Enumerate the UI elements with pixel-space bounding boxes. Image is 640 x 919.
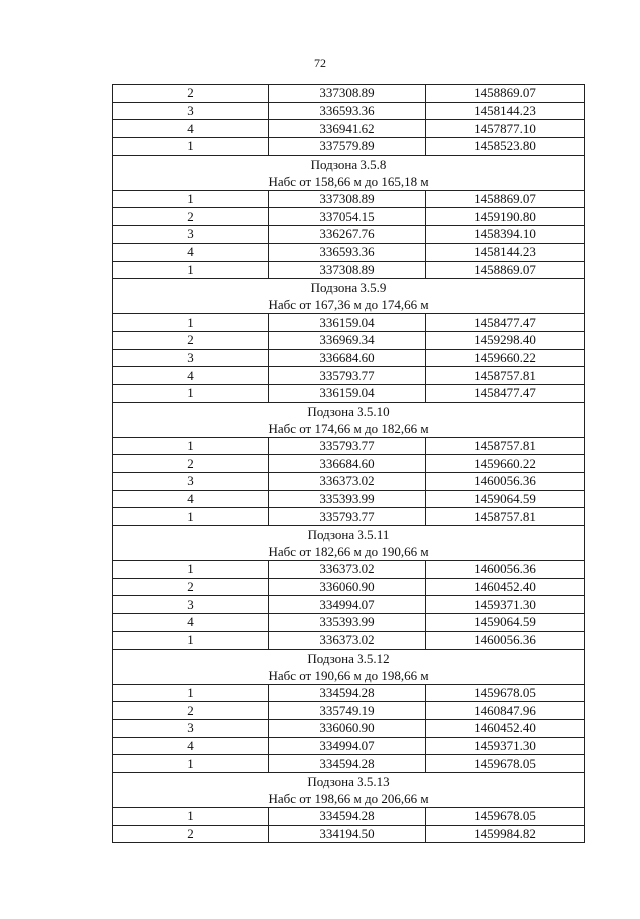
subzone-height-range: Набс от 167,36 м до 174,66 м [268, 297, 429, 313]
table-row [113, 243, 585, 261]
y-coordinate-cell: 1460056.36 [426, 631, 585, 649]
y-coordinate-cell: 1459984.82 [426, 825, 585, 843]
subzone-header-cell [113, 155, 585, 190]
subzone-title: Подзона 3.5.10 [307, 403, 390, 419]
point-number-cell: 2 [113, 208, 269, 226]
y-coordinate-cell: 1458477.47 [426, 314, 585, 332]
subzone-title: Подзона 3.5.13 [307, 773, 390, 789]
x-coordinate-cell: 336373.02 [269, 631, 426, 649]
x-coordinate-cell: 336969.34 [269, 331, 426, 349]
x-coordinate-cell: 334994.07 [269, 737, 426, 755]
point-number-cell: 4 [113, 614, 269, 632]
y-coordinate-cell: 1460452.40 [426, 578, 585, 596]
table-row [113, 508, 585, 526]
point-number-cell: 4 [113, 243, 269, 261]
y-coordinate-cell: 1460452.40 [426, 719, 585, 737]
y-coordinate-cell: 1458869.07 [426, 190, 585, 208]
y-coordinate-cell: 1457877.10 [426, 120, 585, 138]
y-coordinate-cell: 1460056.36 [426, 473, 585, 491]
table-row [113, 702, 585, 720]
point-number-cell: 4 [113, 737, 269, 755]
point-number-cell: 2 [113, 331, 269, 349]
point-number-cell: 2 [113, 578, 269, 596]
table-row [113, 631, 585, 649]
coordinates-table [112, 84, 585, 843]
x-coordinate-cell: 336593.36 [269, 102, 426, 120]
y-coordinate-cell: 1459678.05 [426, 684, 585, 702]
x-coordinate-cell: 336941.62 [269, 120, 426, 138]
table-row [113, 807, 585, 825]
point-number-cell: 1 [113, 631, 269, 649]
x-coordinate-cell: 334194.50 [269, 825, 426, 843]
page-number: 72 [314, 56, 326, 70]
x-coordinate-cell: 337054.15 [269, 208, 426, 226]
subzone-header-row [113, 155, 585, 190]
subzone-header-row [113, 649, 585, 684]
table-row [113, 737, 585, 755]
x-coordinate-cell: 335793.77 [269, 437, 426, 455]
point-number-cell: 1 [113, 190, 269, 208]
y-coordinate-cell: 1459190.80 [426, 208, 585, 226]
table-row [113, 226, 585, 244]
table-row [113, 561, 585, 579]
table-row [113, 208, 585, 226]
point-number-cell: 1 [113, 384, 269, 402]
table-row [113, 261, 585, 279]
y-coordinate-cell: 1459064.59 [426, 490, 585, 508]
x-coordinate-cell: 336684.60 [269, 455, 426, 473]
y-coordinate-cell: 1458869.07 [426, 261, 585, 279]
x-coordinate-cell: 335393.99 [269, 614, 426, 632]
point-number-cell: 3 [113, 226, 269, 244]
point-number-cell: 2 [113, 455, 269, 473]
point-number-cell: 1 [113, 138, 269, 156]
y-coordinate-cell: 1458757.81 [426, 437, 585, 455]
subzone-height-range: Набс от 190,66 м до 198,66 м [268, 667, 429, 683]
table-row [113, 367, 585, 385]
x-coordinate-cell: 336159.04 [269, 314, 426, 332]
y-coordinate-cell: 1460056.36 [426, 561, 585, 579]
point-number-cell: 1 [113, 261, 269, 279]
subzone-header-row [113, 402, 585, 437]
point-number-cell: 3 [113, 473, 269, 491]
subzone-header-row [113, 772, 585, 807]
point-number-cell: 2 [113, 702, 269, 720]
subzone-height-range: Набс от 198,66 м до 206,66 м [268, 790, 429, 806]
subzone-title: Подзона 3.5.8 [310, 156, 387, 172]
y-coordinate-cell: 1458869.07 [426, 85, 585, 103]
table-row [113, 437, 585, 455]
table-row [113, 102, 585, 120]
x-coordinate-cell: 334594.28 [269, 807, 426, 825]
point-number-cell: 3 [113, 596, 269, 614]
point-number-cell: 3 [113, 719, 269, 737]
y-coordinate-cell: 1459678.05 [426, 755, 585, 773]
x-coordinate-cell: 337308.89 [269, 85, 426, 103]
x-coordinate-cell: 336159.04 [269, 384, 426, 402]
coordinates-table-body [113, 85, 585, 843]
point-number-cell: 3 [113, 102, 269, 120]
y-coordinate-cell: 1458144.23 [426, 243, 585, 261]
x-coordinate-cell: 337579.89 [269, 138, 426, 156]
point-number-cell: 4 [113, 120, 269, 138]
point-number-cell: 4 [113, 367, 269, 385]
x-coordinate-cell: 336373.02 [269, 561, 426, 579]
x-coordinate-cell: 335393.99 [269, 490, 426, 508]
subzone-header-cell [113, 649, 585, 684]
y-coordinate-cell: 1459371.30 [426, 596, 585, 614]
point-number-cell: 1 [113, 684, 269, 702]
subzone-header-cell [113, 772, 585, 807]
table-row [113, 596, 585, 614]
x-coordinate-cell: 335793.77 [269, 508, 426, 526]
x-coordinate-cell: 334594.28 [269, 755, 426, 773]
y-coordinate-cell: 1460847.96 [426, 702, 585, 720]
table-row [113, 314, 585, 332]
x-coordinate-cell: 334994.07 [269, 596, 426, 614]
y-coordinate-cell: 1458394.10 [426, 226, 585, 244]
y-coordinate-cell: 1459064.59 [426, 614, 585, 632]
table-row [113, 684, 585, 702]
x-coordinate-cell: 336373.02 [269, 473, 426, 491]
table-row [113, 825, 585, 843]
subzone-header-cell [113, 402, 585, 437]
table-row [113, 331, 585, 349]
subzone-height-range: Набс от 158,66 м до 165,18 м [268, 173, 429, 189]
point-number-cell: 1 [113, 561, 269, 579]
y-coordinate-cell: 1459298.40 [426, 331, 585, 349]
y-coordinate-cell: 1459660.22 [426, 455, 585, 473]
table-row [113, 614, 585, 632]
x-coordinate-cell: 335749.19 [269, 702, 426, 720]
point-number-cell: 2 [113, 825, 269, 843]
y-coordinate-cell: 1458477.47 [426, 384, 585, 402]
y-coordinate-cell: 1459660.22 [426, 349, 585, 367]
table-row [113, 138, 585, 156]
x-coordinate-cell: 336060.90 [269, 578, 426, 596]
table-row [113, 384, 585, 402]
subzone-height-range: Набс от 174,66 м до 182,66 м [268, 420, 429, 436]
table-row [113, 190, 585, 208]
point-number-cell: 2 [113, 85, 269, 103]
table-row [113, 473, 585, 491]
point-number-cell: 4 [113, 490, 269, 508]
table-row [113, 490, 585, 508]
table-row [113, 455, 585, 473]
x-coordinate-cell: 336684.60 [269, 349, 426, 367]
table-row [113, 85, 585, 103]
point-number-cell: 3 [113, 349, 269, 367]
subzone-header-row [113, 526, 585, 561]
table-row [113, 755, 585, 773]
y-coordinate-cell: 1458757.81 [426, 367, 585, 385]
y-coordinate-cell: 1459678.05 [426, 807, 585, 825]
x-coordinate-cell: 335793.77 [269, 367, 426, 385]
y-coordinate-cell: 1459371.30 [426, 737, 585, 755]
point-number-cell: 1 [113, 807, 269, 825]
table-row [113, 349, 585, 367]
subzone-height-range: Набс от 182,66 м до 190,66 м [268, 544, 429, 560]
x-coordinate-cell: 334594.28 [269, 684, 426, 702]
y-coordinate-cell: 1458757.81 [426, 508, 585, 526]
y-coordinate-cell: 1458523.80 [426, 138, 585, 156]
point-number-cell: 1 [113, 437, 269, 455]
y-coordinate-cell: 1458144.23 [426, 102, 585, 120]
table-row [113, 120, 585, 138]
subzone-header-cell [113, 526, 585, 561]
point-number-cell: 1 [113, 508, 269, 526]
subzone-title: Подзона 3.5.12 [307, 650, 390, 666]
x-coordinate-cell: 337308.89 [269, 261, 426, 279]
x-coordinate-cell: 336060.90 [269, 719, 426, 737]
point-number-cell: 1 [113, 755, 269, 773]
table-row [113, 719, 585, 737]
x-coordinate-cell: 336593.36 [269, 243, 426, 261]
table-row [113, 578, 585, 596]
subzone-header-row [113, 279, 585, 314]
x-coordinate-cell: 336267.76 [269, 226, 426, 244]
subzone-header-cell [113, 279, 585, 314]
subzone-title: Подзона 3.5.9 [310, 280, 387, 296]
point-number-cell: 1 [113, 314, 269, 332]
x-coordinate-cell: 337308.89 [269, 190, 426, 208]
subzone-title: Подзона 3.5.11 [307, 527, 390, 543]
